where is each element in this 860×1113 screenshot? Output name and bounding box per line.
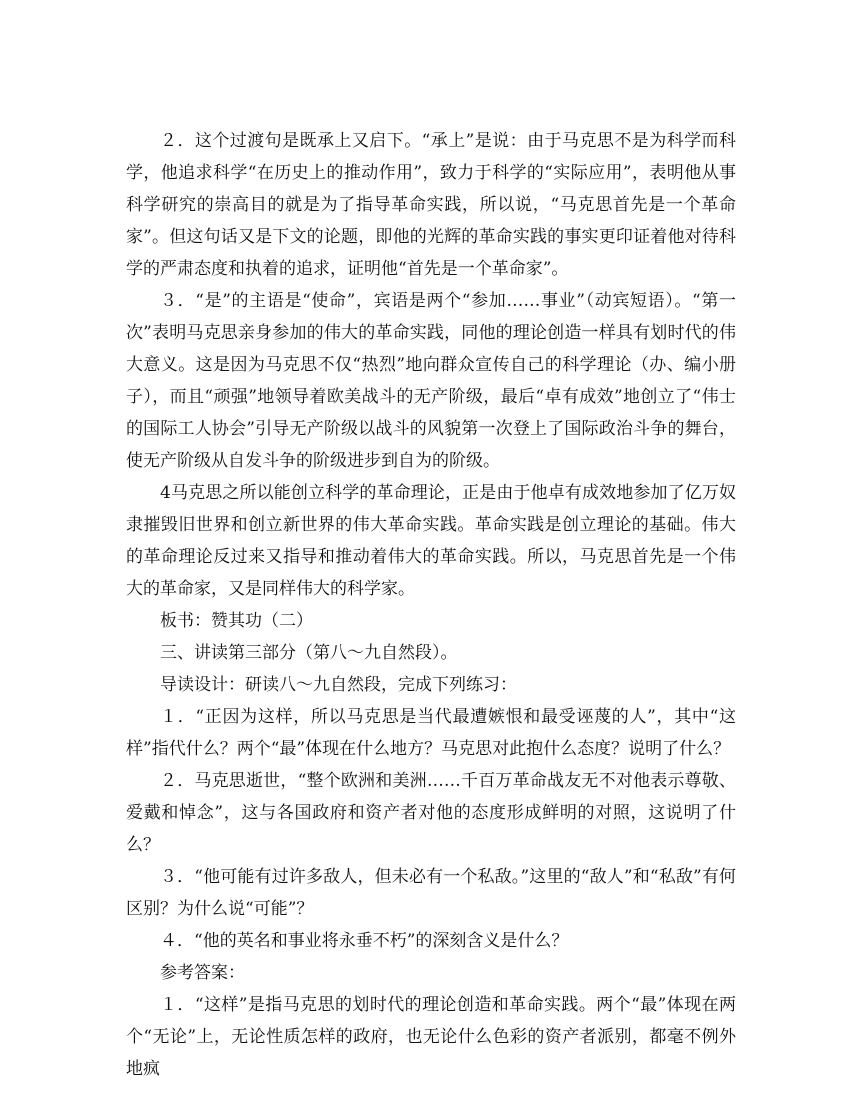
document-page: [126, 125, 736, 1085]
paragraph-reference-answers: 参考答案：: [160, 963, 245, 983]
paragraph-question-2: ２．马克思逝世，“整个欧洲和美洲……千百万革命战友无不对他表示尊敬、爱戴和悼念”，这与各国政府和资产者对他的态度形成鲜明的对照，这说明了什么？: [126, 771, 736, 855]
paragraph-question-4: ４．“他的英名和事业将永垂不朽”的深刻含义是什么？: [160, 931, 569, 951]
paragraph-blackboard: 板书：赞其功（二）: [160, 611, 313, 631]
paragraph-answer-4: 4马克思之所以能创立科学的革命理论，正是由于他卓有成效地参加了亿万奴隶摧毁旧世界和创立新世界的伟大革命实践。革命实践是创立理论的基础。伟大的革命理论反过来又指导和推动着伟大的革命实践。所以，马克思首先是一个伟大的革命家，又是同样伟大的科学家。: [126, 483, 736, 599]
paragraph-guide-design: 导读设计：研读八～九自然段，完成下列练习：: [160, 675, 517, 695]
paragraph-section-heading: 三、讲读第三部分（第八～九自然段）。: [160, 643, 458, 663]
paragraph-answer-1: １．“这样”是指马克思的划时代的理论创造和革命实践。两个“最”体现在两个“无论”上，无论性质怎样的政府，也无论什么色彩的资产者派别，都毫不例外地疯: [126, 995, 736, 1079]
paragraph-question-1: １．“正因为这样，所以马克思是当代最遭嫉恨和最受诬蔑的人”，其中“这样”指代什么？两个“最”体现在什么地方？马克思对此抱什么态度？说明了什么？: [126, 707, 736, 759]
paragraph-question-3: ３．“他可能有过许多敌人，但未必有一个私敌。”这里的“敌人”和“私敌”有何区别？为什么说“可能”？: [126, 867, 736, 919]
paragraph-answer-2: ２．这个过渡句是既承上又启下。“承上”是说：由于马克思不是为科学而科学，他追求科学“在历史上的推动作用”，致力于科学的“实际应用”，表明他从事科学研究的崇高目的就是为了指导革命实践，所以说，“马克思首先是一个革命家”。但这句话又是下文的论题，即他的光辉的革命实践的事实更印证着他对待科学的严肃态度和执着的追求，证明他“首先是一个革命家”。: [126, 131, 736, 279]
paragraph-answer-3: ３．“是”的主语是“使命”，宾语是两个“参加……事业”（动宾短语）。“第一次”表明马克思亲身参加的伟大的革命实践，同他的理论创造一样具有划时代的伟大意义。这是因为马克思不仅“热烈”地向群众宣传自己的科学理论（办、编小册子），而且“顽强”地领导着欧美战斗的无产阶级，最后“卓有成效”地创立了“伟士的国际工人协会”引导无产阶级以战斗的风貌第一次登上了国际政治斗争的舞台，使无产阶级从自发斗争的阶级进步到自为的阶级。: [126, 291, 736, 471]
